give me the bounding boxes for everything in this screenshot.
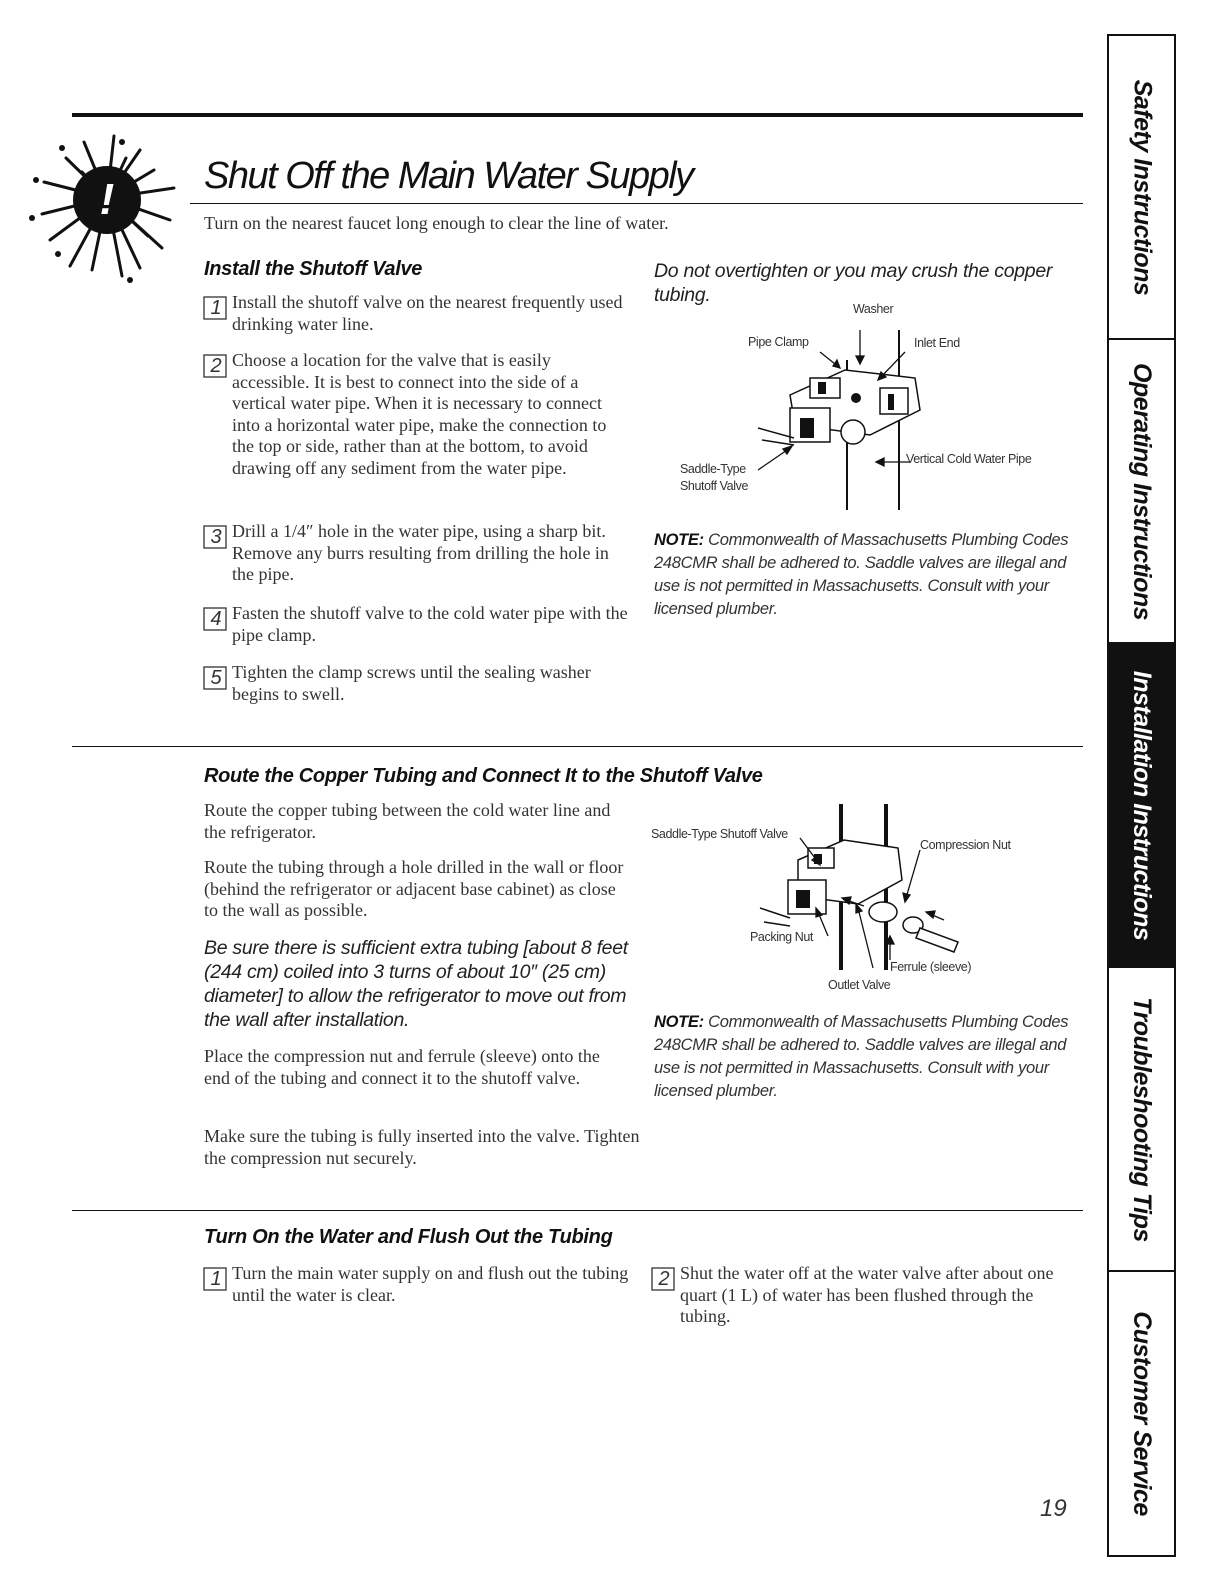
route-para-1: Route the copper tubing between the cold water line and the refrigerator. bbox=[204, 800, 611, 842]
note-massachusetts-1 bbox=[654, 529, 1084, 621]
install-step-1 bbox=[202, 292, 630, 335]
saddle-type-label: Saddle-Type bbox=[680, 462, 746, 476]
tab-troubleshooting-tips[interactable] bbox=[1109, 968, 1174, 1272]
intro-text: Turn on the nearest faucet long enough to clear the line of water. bbox=[204, 213, 669, 233]
tab-customer-service-label: Customer Service bbox=[1128, 1311, 1157, 1516]
step-number-4-icon bbox=[202, 604, 232, 634]
step-number-2-icon bbox=[202, 351, 232, 381]
page-title: Shut Off the Main Water Supply bbox=[204, 155, 693, 197]
section-divider-2 bbox=[72, 1210, 1083, 1211]
step-number-5-icon bbox=[202, 663, 232, 693]
flush-step-1 bbox=[202, 1263, 638, 1306]
extra-tubing-emphasis: Be sure there is sufficient extra tubing [about 8 feet (244 cm) coiled into 3 turns of about 10″ (25 cm) diameter] to allow the refrigerator to move out from the wall after installation. bbox=[204, 937, 628, 1031]
install-step-5-text: Tighten the clamp screws until the sealing washer begins to swell. bbox=[232, 662, 591, 704]
overtighten-caution: Do not overtighten or you may crush the copper tubing. bbox=[654, 260, 1053, 306]
flush-step-2-text: Shut the water off at the water valve after about one quart (1 L) of water has been flushed through the tubing. bbox=[680, 1263, 1054, 1326]
saddle-valve-label: Saddle-Type Shutoff Valve bbox=[651, 827, 788, 841]
flush-step-2 bbox=[650, 1263, 1080, 1328]
note-massachusetts-2 bbox=[654, 1011, 1084, 1103]
flush-step-number-2-icon bbox=[650, 1264, 680, 1294]
pipe-clamp-label: Pipe Clamp bbox=[748, 335, 809, 349]
svg-text:!: ! bbox=[99, 175, 115, 224]
section-divider-1 bbox=[72, 746, 1083, 747]
page-number: 19 bbox=[1040, 1495, 1067, 1522]
flush-step-1-text: Turn the main water supply on and flush out the tubing until the water is clear. bbox=[232, 1263, 629, 1305]
tab-safety-label: Safety Instructions bbox=[1128, 79, 1156, 295]
note-label-2: NOTE: bbox=[654, 1013, 704, 1031]
step-number-1-icon bbox=[202, 293, 232, 323]
ferrule-label: Ferrule (sleeve) bbox=[890, 960, 972, 974]
outlet-valve-label: Outlet Valve bbox=[828, 978, 891, 992]
install-step-4 bbox=[202, 603, 630, 646]
install-shutoff-heading: Install the Shutoff Valve bbox=[204, 258, 423, 280]
compression-fitting-diagram bbox=[648, 800, 1048, 1000]
note-text: Commonwealth of Massachusetts Plumbing Codes 248CMR shall be adhered to. Saddle valves are illegal and use is not permitted in Massachusetts. Consult with your licensed plumber. bbox=[654, 531, 1069, 618]
note-text-2: Commonwealth of Massachusetts Plumbing Codes 248CMR shall be adhered to. Saddle valves are illegal and use is not permitted in Massachusetts. Consult with your licensed plumber. bbox=[654, 1013, 1069, 1100]
section-tabs bbox=[1107, 34, 1176, 1557]
packing-nut-label: Packing Nut bbox=[750, 930, 813, 944]
install-step-2-text: Choose a location for the valve that is easily accessible. It is best to connect into the side of a vertical water pipe. When it is necessary to connect into a horizontal water pipe, make the connection to the top or side, rather than at the bottom, to avoid drawing off any sediment from the water pipe. bbox=[232, 350, 607, 478]
tab-installation-label: Installation Instructions bbox=[1128, 670, 1157, 940]
install-step-3-text: Drill a 1/4″ hole in the water pipe, using a sharp bit. Remove any burrs resulting from drilling the hole in the pipe. bbox=[232, 521, 609, 584]
install-step-2 bbox=[202, 350, 630, 479]
install-step-3 bbox=[202, 521, 630, 586]
shutoff-valve-diagram bbox=[670, 300, 1070, 515]
shutoff-valve-label: Shutoff Valve bbox=[680, 479, 748, 493]
attention-burst-icon bbox=[22, 128, 192, 288]
svg-text:4: 4 bbox=[210, 608, 222, 630]
svg-text:1: 1 bbox=[210, 1268, 222, 1290]
top-rule bbox=[72, 113, 1083, 117]
flush-tubing-heading: Turn On the Water and Flush Out the Tubing bbox=[204, 1226, 613, 1248]
svg-text:3: 3 bbox=[210, 526, 222, 548]
step-number-3-icon bbox=[202, 522, 232, 552]
svg-text:5: 5 bbox=[210, 667, 222, 689]
washer-label: Washer bbox=[853, 302, 894, 316]
route-tubing-heading: Route the Copper Tubing and Connect It to the Shutoff Valve bbox=[204, 765, 763, 787]
tab-customer-service[interactable] bbox=[1109, 1272, 1174, 1555]
vertical-pipe-label: Vertical Cold Water Pipe bbox=[906, 452, 1032, 466]
install-step-1-text: Install the shutoff valve on the nearest frequently used drinking water line. bbox=[232, 292, 623, 334]
tab-troubleshooting-label: Troubleshooting Tips bbox=[1128, 996, 1157, 1242]
tab-safety-instructions[interactable] bbox=[1109, 36, 1174, 340]
tab-operating-instructions[interactable] bbox=[1109, 340, 1174, 644]
inlet-end-label: Inlet End bbox=[914, 336, 960, 350]
install-step-4-text: Fasten the shutoff valve to the cold water pipe with the pipe clamp. bbox=[232, 603, 628, 645]
title-rule bbox=[190, 203, 1083, 204]
flush-step-number-1-icon bbox=[202, 1264, 232, 1294]
route-para-3: Place the compression nut and ferrule (sleeve) onto the end of the tubing and connect it to the shutoff valve. bbox=[204, 1046, 600, 1088]
tab-installation-instructions[interactable] bbox=[1109, 644, 1174, 968]
route-para-4: Make sure the tubing is fully inserted into the valve. Tighten the compression nut securely. bbox=[204, 1126, 640, 1168]
install-step-5 bbox=[202, 662, 630, 705]
route-para-2: Route the tubing through a hole drilled in the wall or floor (behind the refrigerator or adjacent base cabinet) as close to the wall as possible. bbox=[204, 857, 624, 920]
svg-text:2: 2 bbox=[658, 1268, 670, 1290]
compression-nut-label: Compression Nut bbox=[920, 838, 1011, 852]
note-label: NOTE: bbox=[654, 531, 704, 549]
svg-text:1: 1 bbox=[210, 297, 222, 319]
svg-text:2: 2 bbox=[210, 355, 222, 377]
tab-operating-label: Operating Instructions bbox=[1128, 362, 1156, 620]
